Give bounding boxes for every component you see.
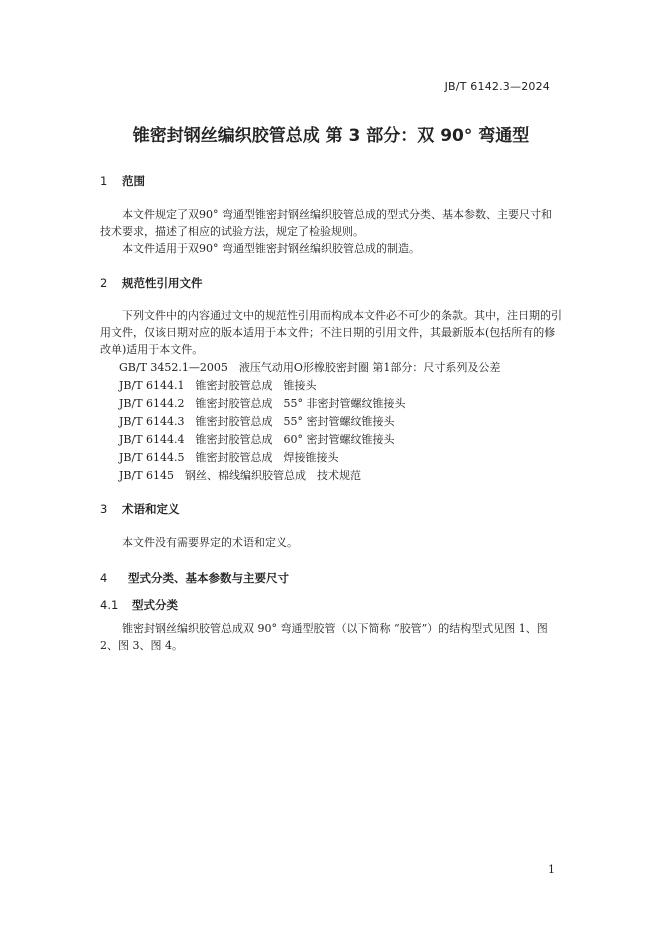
reference-item: JB/T 6145 钢丝、棉线编织胶管总成 技术规范: [119, 469, 362, 482]
reference-item: JB/T 6144.3 锥密封胶管总成 55° 密封管螺纹锥接头: [119, 415, 395, 428]
reference-item: JB/T 6144.4 锥密封胶管总成 60° 密封管螺纹锥接头: [119, 433, 395, 446]
section-title: 型式分类、基本参数与主要尺寸: [128, 571, 290, 585]
section-2-paragraph-1: 下列文件中的内容通过文中的规范性引用而构成本文件必不可少的条款。其中，注日期的引用文件，仅该日期对应的版本适用于本文件；不注日期的引用文件，其最新版本(包括所有的修改单)适用于本文件。: [100, 309, 562, 356]
reference-item: JB/T 6144.5 锥密封胶管总成 焊接锥接头: [119, 451, 339, 464]
section-4-1-paragraph-1: 锥密封钢丝编织胶管总成双 90° 弯通型胶管（以下简称 “胶管”）的结构型式见图 1、图 2、图 3、图 4。: [100, 622, 548, 652]
section-number: 4.1: [100, 598, 119, 612]
reference-item: JB/T 6144.2 锥密封胶管总成 55° 非密封管螺纹锥接头: [119, 397, 406, 410]
section-title: 型式分类: [132, 598, 179, 612]
section-1-paragraph-2: 本文件适用于双90° 弯通型锥密封钢丝编织胶管总成的制造。: [122, 242, 420, 255]
page-number: 1: [548, 863, 555, 876]
document-title: 锥密封钢丝编织胶管总成 第 3 部分：双 90° 弯通型: [132, 126, 530, 146]
section-1-paragraph-1: 本文件规定了双90° 弯通型锥密封钢丝编织胶管总成的型式分类、基本参数、主要尺寸和技术要求，描述了相应的试验方法，规定了检验规则。: [100, 208, 552, 238]
section-title: 范围: [122, 174, 146, 188]
section-number: 1: [100, 174, 108, 188]
section-number: 3: [100, 502, 108, 516]
reference-item: GB/T 3452.1—2005 液压气动用O形橡胶密封圈 第1部分：尺寸系列及公差: [119, 361, 501, 374]
section-3-heading: [100, 501, 180, 517]
section-4-heading: [100, 570, 289, 586]
section-title: 术语和定义: [122, 502, 180, 516]
section-3-paragraph-1: 本文件没有需要界定的术语和定义。: [122, 536, 298, 549]
section-1-heading: [100, 173, 145, 189]
standard-code: JB/T 6142.3—2024: [444, 80, 550, 93]
reference-item: JB/T 6144.1 锥密封胶管总成 锥接头: [119, 379, 317, 392]
section-2-heading: [100, 275, 203, 291]
section-title: 规范性引用文件: [122, 276, 203, 290]
section-number: 2: [100, 276, 108, 290]
section-number: 4: [100, 571, 108, 585]
section-4-1-heading: [100, 597, 178, 613]
